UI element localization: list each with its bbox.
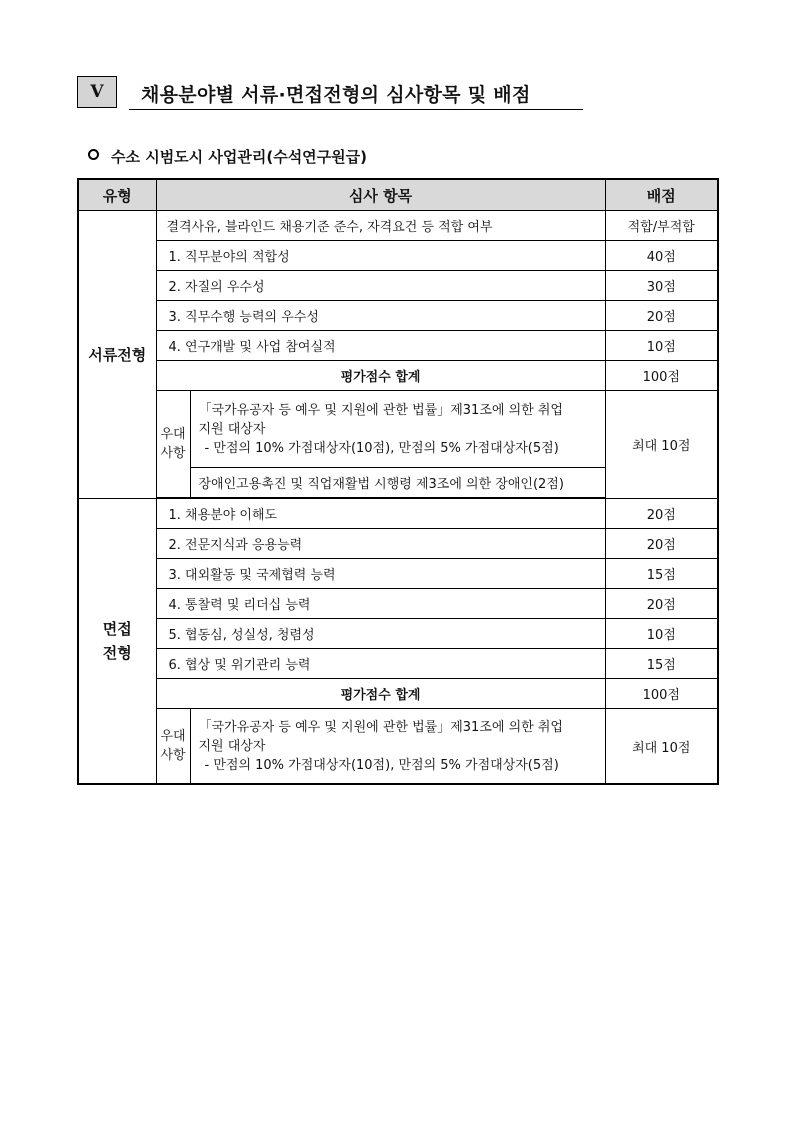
interview-item: 4. 통찰력 및 리더십 능력 <box>156 589 605 619</box>
section-header <box>77 76 583 110</box>
table-row <box>78 529 718 559</box>
section-underline <box>129 109 583 110</box>
table-row <box>78 361 718 391</box>
table-header-row <box>78 179 718 211</box>
table-row <box>78 619 718 649</box>
table-row <box>78 301 718 331</box>
doc-preference-cell <box>156 391 605 498</box>
doc-total-score: 100점 <box>605 361 718 391</box>
circle-bullet-icon <box>88 149 99 160</box>
doc-item: 1. 직무분야의 적합성 <box>156 241 605 271</box>
eligibility-score: 적합/부적합 <box>605 211 718 241</box>
subheading <box>88 146 367 167</box>
header-type: 유형 <box>78 179 156 211</box>
interview-score: 10점 <box>605 619 718 649</box>
interview-preference-score: 최대 10점 <box>605 709 718 785</box>
interview-item: 1. 채용분야 이해도 <box>156 499 605 529</box>
section-number: Ⅴ <box>77 76 117 108</box>
header-item: 심사 항목 <box>156 179 605 211</box>
interview-preference-text: 「국가유공자 등 예우 및 지원에 관한 법률」제31조에 의한 취업 지원 대상자 - 만점의 10% 가점대상자(10점), 만점의 5% 가점대상자(5점) <box>198 719 563 773</box>
doc-item: 2. 자질의 우수성 <box>156 271 605 301</box>
interview-score: 20점 <box>605 529 718 559</box>
doc-item: 4. 연구개발 및 사업 참여실적 <box>156 331 605 361</box>
table-row <box>78 211 718 241</box>
table-row <box>78 679 718 709</box>
doc-preference-label: 우대 사항 <box>157 391 191 497</box>
evaluation-table <box>77 178 719 785</box>
interview-item: 5. 협동심, 성실성, 청렴성 <box>156 619 605 649</box>
interview-item: 3. 대외활동 및 국제협력 능력 <box>156 559 605 589</box>
doc-preference-score: 최대 10점 <box>605 391 718 499</box>
doc-score: 20점 <box>605 301 718 331</box>
interview-total-score: 100점 <box>605 679 718 709</box>
interview-score: 15점 <box>605 559 718 589</box>
doc-preference-disabled: 장애인고용촉진 및 직업재활법 시행령 제3조에 의한 장애인(2점) <box>190 468 605 498</box>
interview-preference-cell <box>156 709 605 785</box>
interview-score: 20점 <box>605 499 718 529</box>
interview-type-cell: 면접 전형 <box>78 499 156 785</box>
interview-score: 20점 <box>605 589 718 619</box>
table-row <box>78 559 718 589</box>
eligibility-item: 결격사유, 블라인드 채용기준 준수, 자격요건 등 적합 여부 <box>156 211 605 241</box>
interview-score: 15점 <box>605 649 718 679</box>
doc-item: 3. 직무수행 능력의 우수성 <box>156 301 605 331</box>
section-title: 채용분야별 서류·면접전형의 심사항목 및 배점 <box>141 84 531 106</box>
doc-score: 30점 <box>605 271 718 301</box>
doc-total-label: 평가점수 합계 <box>156 361 605 391</box>
doc-preference-text: 「국가유공자 등 예우 및 지원에 관한 법률」제31조에 의한 취업 지원 대상자 - 만점의 10% 가점대상자(10점), 만점의 5% 가점대상자(5점) <box>198 402 563 456</box>
doc-score: 10점 <box>605 331 718 361</box>
doc-score: 40점 <box>605 241 718 271</box>
header-score: 배점 <box>605 179 718 211</box>
table-row <box>78 499 718 529</box>
table-row <box>78 649 718 679</box>
table-row <box>78 589 718 619</box>
table-row <box>78 331 718 361</box>
subheading-text: 수소 시범도시 사업관리(수석연구원급) <box>111 148 367 166</box>
doc-preference-row <box>78 391 718 498</box>
interview-item: 6. 협상 및 위기관리 능력 <box>156 649 605 679</box>
table-row <box>78 271 718 301</box>
interview-item: 2. 전문지식과 응용능력 <box>156 529 605 559</box>
interview-preference-row <box>78 709 718 785</box>
interview-preference-label: 우대 사항 <box>157 709 191 783</box>
interview-total-label: 평가점수 합계 <box>156 679 605 709</box>
document-type-cell: 서류전형 <box>78 211 156 499</box>
table-row <box>78 241 718 271</box>
